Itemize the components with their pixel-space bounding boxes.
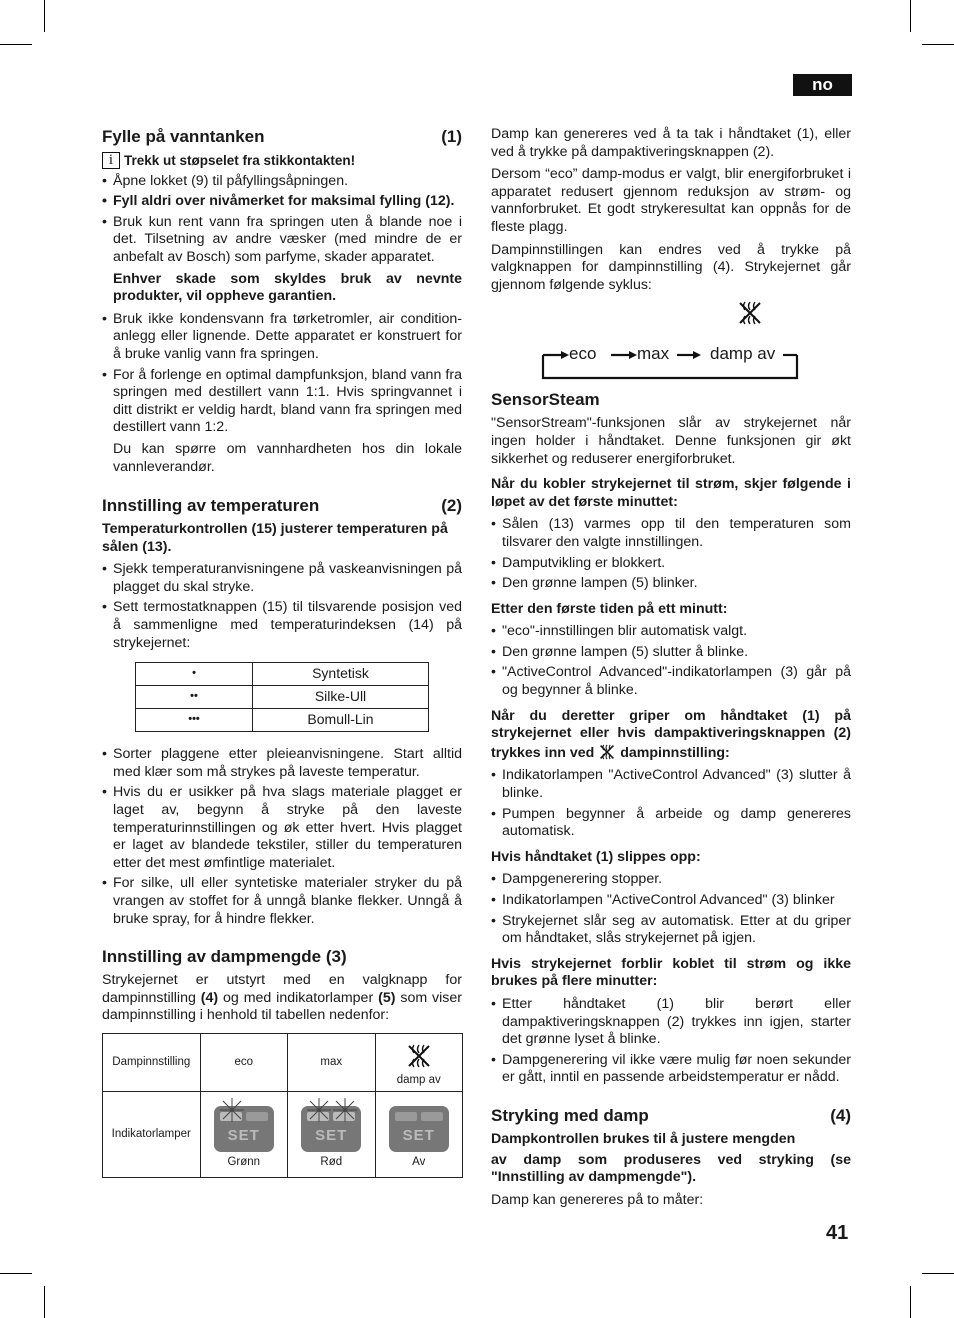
list-item: • Strykejernet slår seg av automatisk. Etter at du griper om håndtaket, slås strykejernet på igjen. (491, 913, 851, 948)
list-item: • Indikatorlampen "ActiveControl Advanced" (3) slutter å blinke. (491, 767, 851, 802)
subheading: Hvis strykejernet forblir koblet til strøm og ikke brukes på flere minutter: (491, 955, 851, 990)
sensor-list-3 (491, 767, 851, 840)
right-column (491, 126, 851, 1214)
left-column (102, 126, 462, 1178)
temp-intro: Temperaturkontrollen (15) justerer temperaturen på sålen (13). (102, 521, 448, 555)
table-row: Indikatorlamper SET Grønn SET Rød SET Av (103, 1091, 463, 1177)
section-heading-fill: Fylle på vanntanken (1) (102, 127, 462, 146)
subheading: Hvis håndtaket (1) slippes opp: (491, 848, 701, 865)
crop-mark (0, 1273, 32, 1274)
section-heading-sensorsteam: SensorSteam (491, 390, 600, 410)
list-item: • Sjekk temperaturanvisningene på vaskeanvisningen på plagget du skal stryke. (102, 561, 462, 596)
subheading: Etter den første tiden på ett minutt: (491, 600, 728, 617)
paragraph: Damp kan genereres på to måter: (491, 1191, 704, 1208)
cycle-arrows (491, 299, 851, 383)
list-item: • Bruk kun rent vann fra springen uten å blande noe i det. Tilsetning av andre væsker (med mindre de er anbefalt av Bosch) som parfyme, skader apparatet. (102, 214, 462, 267)
paragraph: Dersom “eco” damp-modus er valgt, blir energiforbruket i apparatet redusert gjennom reduksjon av strøm- og vannforbruket. Et godt strykeresultat kan oppnås for de fleste plagg. (491, 166, 851, 235)
crop-mark (910, 1286, 911, 1318)
list-item: • For å forlenge en optimal dampfunksjon, bland vann fra springen med destillert vann 1:1. Hvis springvannet i ditt distrikt er veldig hardt, bland vann fra springen med destillert vann 1:2. (102, 367, 462, 437)
warning-text: Trekk ut støpselet fra stikkontakten! (124, 153, 356, 168)
steam-off-icon (405, 1042, 433, 1070)
list-item: • Sålen (13) varmes opp til den temperaturen som tilsvarer den valgte innstillingen. (491, 516, 851, 551)
table-row: Dampinnstilling eco max damp av (103, 1033, 463, 1091)
temperature-table (135, 662, 429, 732)
section-heading-steaming: Stryking med damp (4) (491, 1105, 851, 1125)
subheading: Når du deretter griper om håndtaket (1) på strykejernet eller hvis dampaktiveringsknappen (2) trykkes inn ved dampinnstilling: (491, 707, 851, 761)
steam-intro: Strykejernet er utstyrt med en valgknapp for dampinnstilling (4) og med indikatorlamper (5) som viser dampinnstilling i henhold til tabellen nedenfor: (102, 972, 462, 1024)
list-item: • Dampgenerering stopper. (491, 871, 851, 889)
crop-mark (44, 0, 45, 32)
sensor-list-4 (491, 871, 851, 947)
lamp-cell-green: SET Grønn (200, 1091, 287, 1177)
list-item: • Bruk ikke kondensvann fra tørketromler, air condition-anlegg eller lignende. Dette apparatet er konstruert for å bruke vanlig vann fra springen. (102, 311, 462, 364)
crop-mark (0, 44, 32, 45)
warning-line (102, 152, 462, 170)
list-item: • Fyll aldri over nivåmerket for maksimal fylling (12). (102, 193, 462, 211)
list-item: • Pumpen begynner å arbeide og damp genereres automatisk. (491, 806, 851, 841)
sensor-list-1 (491, 516, 851, 592)
list-item: • Den grønne lampen (5) slutter å blinke. (491, 644, 851, 662)
set-button-off: SET (389, 1106, 449, 1152)
note-text: Du kan spørre om vannhardheten hos din lokale vannleverandør. (113, 440, 462, 475)
crop-mark (922, 1273, 954, 1274)
light-rays-icon (333, 1098, 357, 1122)
language-badge: no (793, 74, 852, 96)
paragraph: Damp kan genereres ved å ta tak i håndtaket (1), eller ved å trykke på dampaktiveringsknappen (2). (491, 126, 851, 160)
note-text: Enhver skade som skyldes bruk av nevnte produkter, vil oppheve garantien. (113, 270, 462, 305)
list-item: • Sorter plaggene etter pleieanvisningene. Start alltid med klær som må strykes på laveste temperatur. (102, 746, 462, 781)
page-number: 41 (826, 1222, 849, 1244)
table-row: • Syntetisk (136, 663, 429, 686)
paragraph: av damp som produseres ved stryking (se "Innstilling av dampmengde"). (491, 1151, 851, 1186)
lamp-cell-red: SET Rød (288, 1091, 375, 1177)
list-item: • Den grønne lampen (5) blinker. (491, 575, 851, 593)
paragraph: "SensorStream"-funksjonen slår av strykejernet når ingen holder i håndtaket. Denne funksjonen gir økt sikkerhet og reduserer energiforbruket. (491, 415, 851, 467)
list-item: • Dampgenerering vil ikke være mulig før noen sekunder er gått, inntil en passende arbeidstemperatur er nådd. (491, 1052, 851, 1087)
list-item: • Åpne lokket (9) til påfyllingsåpningen. (102, 173, 462, 191)
list-item: • "ActiveControl Advanced"-indikatorlampen (3) går på og begynner å blinke. (491, 664, 851, 699)
crop-mark (910, 0, 911, 32)
info-icon: i (102, 152, 120, 169)
cycle-step-eco: eco (569, 344, 597, 364)
cycle-step-damp-av: damp av (710, 344, 776, 364)
steam-off-icon (736, 299, 764, 327)
crop-mark (922, 44, 954, 45)
table-row: ••• Bomull-Lin (136, 709, 429, 732)
subheading: Når du kobler strykejernet til strøm, skjer følgende i løpet av det første minuttet: (491, 476, 851, 510)
list-item: • Etter håndtaket (1) blir berørt eller dampaktiveringsknappen (2) trykkes inn igjen, starter det grønne lyset å blinke. (491, 996, 851, 1049)
list-item: • Hvis du er usikker på hva slags materiale plagget er laget av, begynn å stryke på den laveste temperaturinnstillingen og øk etter hvert. Hvis plagget er laget av blandede tekstiler, stiller du temperaturen etter det mest ømfintlige materialet. (102, 784, 462, 872)
fill-list (102, 173, 462, 267)
list-item: • Damputvikling er blokkert. (491, 555, 851, 573)
steam-off-icon (598, 743, 616, 761)
sensor-list-5 (491, 996, 851, 1087)
sensor-list-2 (491, 623, 851, 699)
list-item: • For silke, ull eller syntetiske materialer stryker du på vrangen av stoffet for å unngå blanke flekker. Unngå å bruke spray, for å hindre flekker. (102, 875, 462, 928)
set-button-red-lit: SET (301, 1106, 361, 1152)
paragraph: Dampkontrollen brukes til å justere mengden (491, 1130, 796, 1147)
cycle-step-max: max (637, 344, 670, 364)
section-heading-steam: Innstilling av dampmengde (3) (102, 947, 347, 967)
section-heading-temp: Innstilling av temperaturen (2) (102, 496, 462, 516)
steam-setting-table (102, 1033, 463, 1178)
table-row: •• Silke-Ull (136, 686, 429, 709)
list-item: • Indikatorlampen "ActiveControl Advanced" (3) blinker (491, 892, 851, 910)
list-item: • Sett termostatknappen (15) til tilsvarende posisjon ved å sammenligne med temperaturindeksen (14) på strykejernet: (102, 599, 462, 652)
set-button-green-lit: SET (214, 1106, 274, 1152)
list-item: • "eco"-innstillingen blir automatisk valgt. (491, 623, 851, 641)
temp-list (102, 561, 462, 652)
fill-list (102, 311, 462, 437)
lamp-cell-off: SET Av (375, 1091, 463, 1177)
paragraph: Dampinnstillingen kan endres ved å trykke på valgknappen for dampinnstilling (4). Strykejernet går gjennom følgende syklus: (491, 241, 851, 293)
steam-off-cell: damp av (375, 1033, 463, 1091)
light-rays-icon (307, 1098, 331, 1122)
light-rays-icon (220, 1098, 244, 1122)
temp-list (102, 746, 462, 928)
crop-mark (44, 1286, 45, 1318)
steam-cycle-diagram (491, 299, 851, 383)
